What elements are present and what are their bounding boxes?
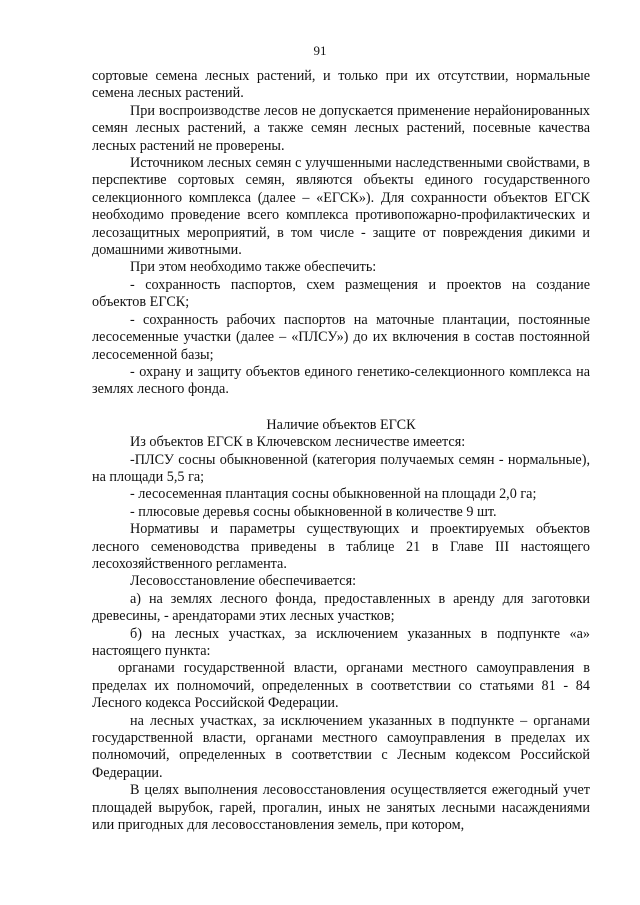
page-number: 91 bbox=[313, 43, 327, 58]
paragraph: Из объектов ЕГСК в Ключевском лесничестве имеется: bbox=[130, 434, 466, 451]
paragraph: В целях выполнения лесовосстановления осуществляется ежегодный учет площадей вырубок, гарей, прогалин, иных не занятых лесными насаждениями или пригодных для лесовосстановления земель, при котором, bbox=[92, 782, 590, 834]
paragraph: Нормативы и параметры существующих и проектируемых объектов лесного семеноводства приведены в таблице 21 в Главе III настоящего лесохозяйственного регламента. bbox=[92, 521, 590, 572]
list-item: - сохранность рабочих паспортов на маточные плантации, постоянные лесосеменные участки (далее – «ПЛСУ») до их включения в состав постоянной лесосеменной базы; bbox=[92, 311, 590, 363]
list-item: - лесосеменная плантация сосны обыкновенной на площади 2,0 га; bbox=[130, 486, 537, 503]
paragraph: органами государственной власти, органами местного самоуправления в пределах их полномочий, определенных в соответствии со статьями 81 - 84 Лесного кодекса Российской Федерации. bbox=[92, 660, 590, 712]
paragraph: При этом необходимо также обеспечить: bbox=[130, 259, 377, 276]
paragraph: При воспроизводстве лесов не допускается применение нерайонированных семян лесных растений, а также семян лесных растений, посевные качества лесных растений не проверены. bbox=[92, 102, 590, 154]
list-item: - сохранность паспортов, схем размещения и проектов на создание объектов ЕГСК; bbox=[92, 276, 590, 311]
list-item: -ПЛСУ сосны обыкновенной (категория получаемых семян - нормальные), на площади 5,5 га; bbox=[92, 451, 590, 485]
list-item: б) на лесных участках, за исключением указанных в подпункте «а» настоящего пункта: bbox=[92, 625, 590, 659]
document-body bbox=[92, 68, 590, 834]
paragraph: сортовые семена лесных растений, и только при их отсутствии, нормальные семена лесных растений. bbox=[92, 68, 590, 102]
paragraph: на лесных участках, за исключением указанных в подпункте – органами государственной власти, органами местного самоуправления в пределах их полномочий, определенных в соответствии с Лесным кодексом Российской Федерации. bbox=[92, 712, 590, 781]
paragraph: Лесовосстановление обеспечивается: bbox=[130, 573, 357, 590]
list-item: - плюсовые деревья сосны обыкновенной в количестве 9 шт. bbox=[130, 503, 497, 520]
list-item: - охрану и защиту объектов единого генетико-селекционного комплекса на землях лесного фонда. bbox=[92, 363, 590, 398]
paragraph: Источником лесных семян с улучшенными наследственными свойствами, в перспективе сортовых семян, являются объекты единого государственного селекционного комплекса (далее – «ЕГСК»). Для сохранности объектов ЕГСК необходимо проведение всего комплекса противопожарно-профилактических и лесозащитных мероприятий, в том числе - защите от повреждения дикими и домашними животными. bbox=[92, 155, 590, 259]
section-heading: Наличие объектов ЕГСК bbox=[266, 416, 416, 433]
list-item: а) на землях лесного фонда, предоставленных в аренду для заготовки древесины, - арендаторами этих лесных участков; bbox=[92, 590, 590, 625]
